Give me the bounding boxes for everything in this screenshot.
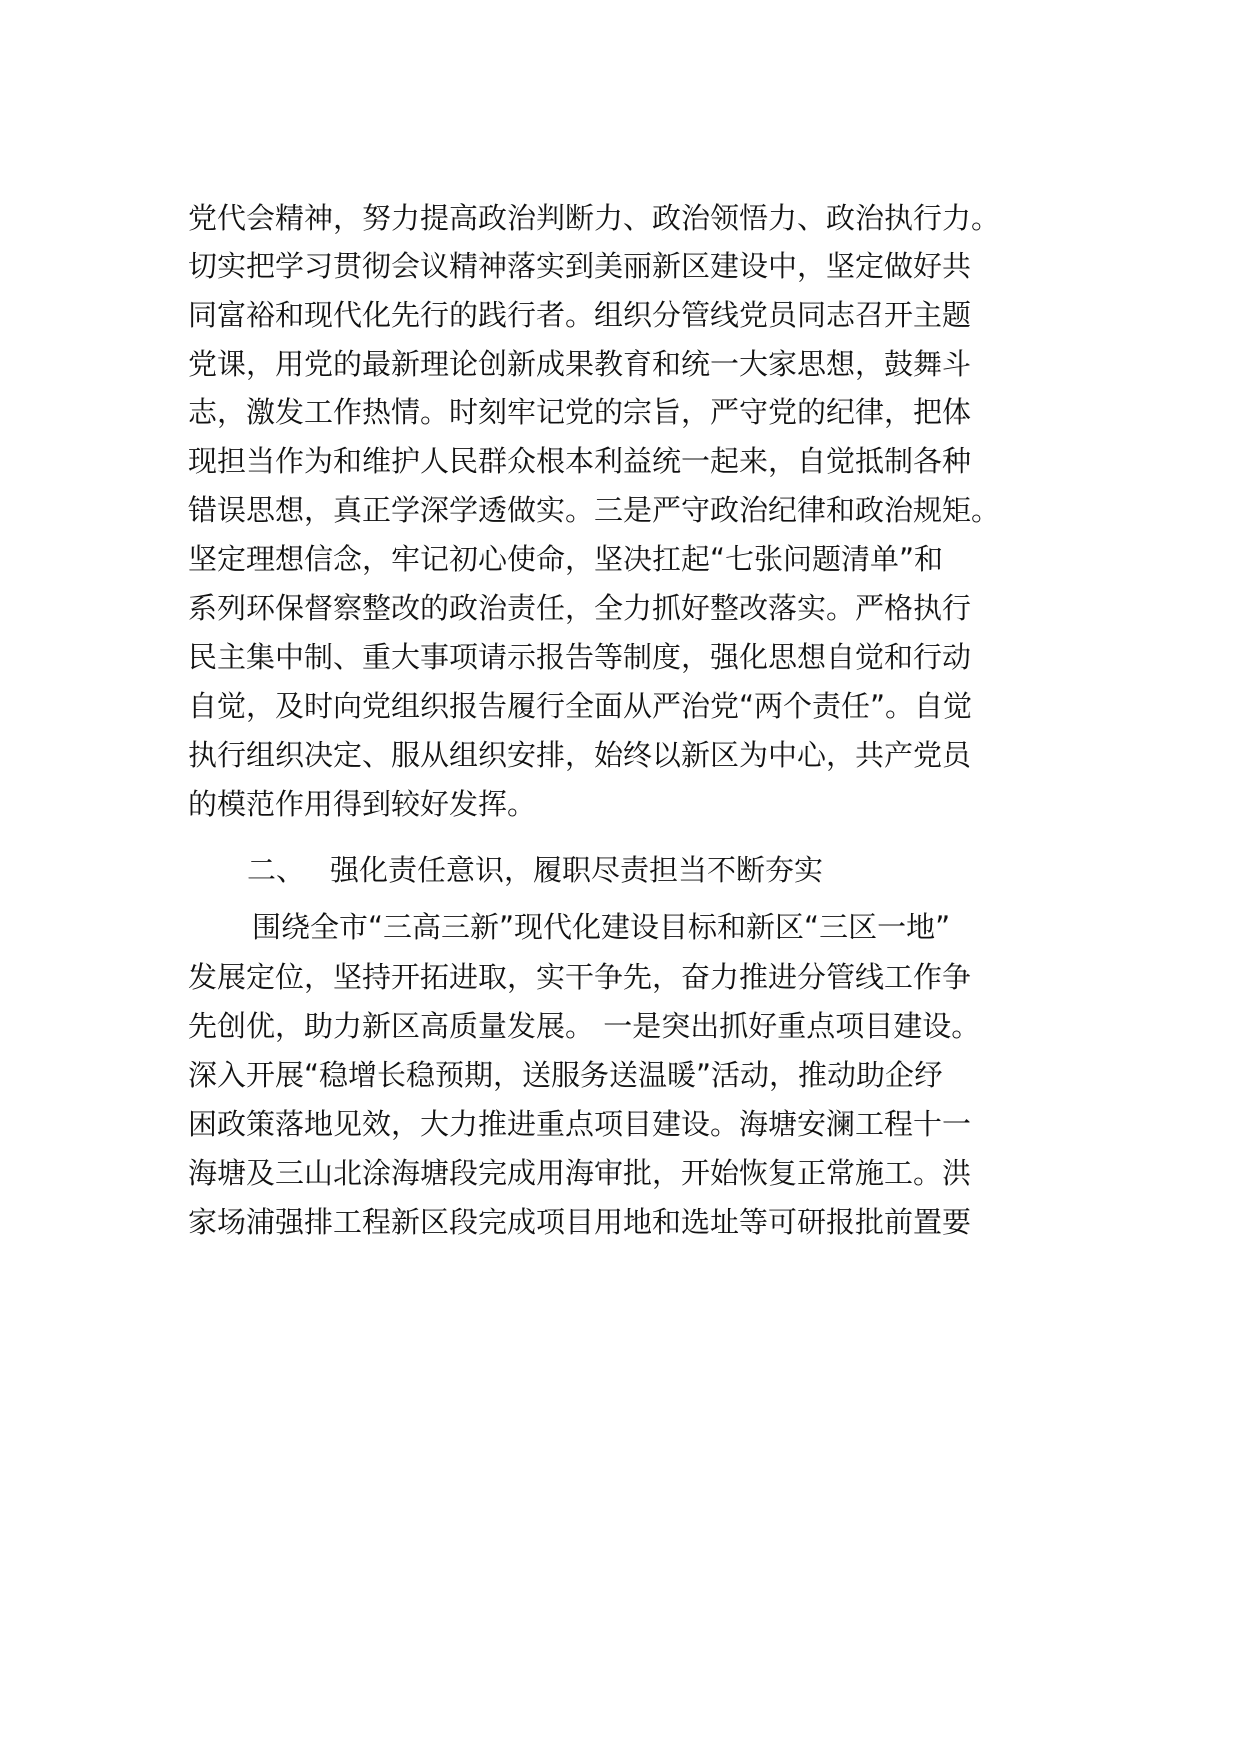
text-line: 坚定理想信念，牢记初心使命，坚决扛起“七张问题清单”和 xyxy=(188,542,944,576)
text-line: 先创优，助力新区高质量发展。 一是突出抓好重点项目建设。 xyxy=(188,1009,981,1043)
section-number: 二、 xyxy=(247,853,306,887)
text-line: 同富裕和现代化先行的践行者。组织分管线党员同志召开主题 xyxy=(188,298,972,332)
text-line: 自觉，及时向党组织报告履行全面从严治党“两个责任”。自觉 xyxy=(188,689,973,723)
text-line: 党课，用党的最新理论创新成果教育和统一大家思想，鼓舞斗 xyxy=(188,347,972,381)
text-line: 家场浦强排工程新区段完成项目用地和选址等可研报批前置要 xyxy=(188,1205,972,1239)
text-line: 志，激发工作热情。时刻牢记党的宗旨，严守党的纪律，把体 xyxy=(188,395,972,429)
text-line: 深入开展“稳增长稳预期，送服务送温暖”活动，推动助企纾 xyxy=(188,1058,944,1092)
text-line: 现担当作为和维护人民群众根本利益统一起来，自觉抵制各种 xyxy=(188,444,972,478)
text-line: 困政策落地见效，大力推进重点项目建设。海塘安澜工程十一 xyxy=(188,1107,972,1141)
text-line: 党代会精神，努力提高政治判断力、政治领悟力、政治执行力。 xyxy=(188,201,1001,235)
text-line: 围绕全市“三高三新”现代化建设目标和新区“三区一地” xyxy=(252,910,951,944)
text-line: 海塘及三山北涂海塘段完成用海审批，开始恢复正常施工。洪 xyxy=(188,1156,972,1190)
text-line: 错误思想，真正学深学透做实。三是严守政治纪律和政治规矩。 xyxy=(188,493,1001,527)
text-line: 执行组织决定、服从组织安排，始终以新区为中心，共产党员 xyxy=(188,738,972,772)
section-title: 强化责任意识，履职尽责担当不断夯实 xyxy=(330,853,824,887)
text-line: 的模范作用得到较好发挥。 xyxy=(188,787,537,821)
text-line: 系列环保督察整改的政治责任，全力抓好整改落实。严格执行 xyxy=(188,591,972,625)
text-line: 民主集中制、重大事项请示报告等制度，强化思想自觉和行动 xyxy=(188,640,972,674)
text-line: 发展定位，坚持开拓进取，实干争先，奋力推进分管线工作争 xyxy=(188,960,972,994)
text-line: 切实把学习贯彻会议精神落实到美丽新区建设中，坚定做好共 xyxy=(188,249,972,283)
